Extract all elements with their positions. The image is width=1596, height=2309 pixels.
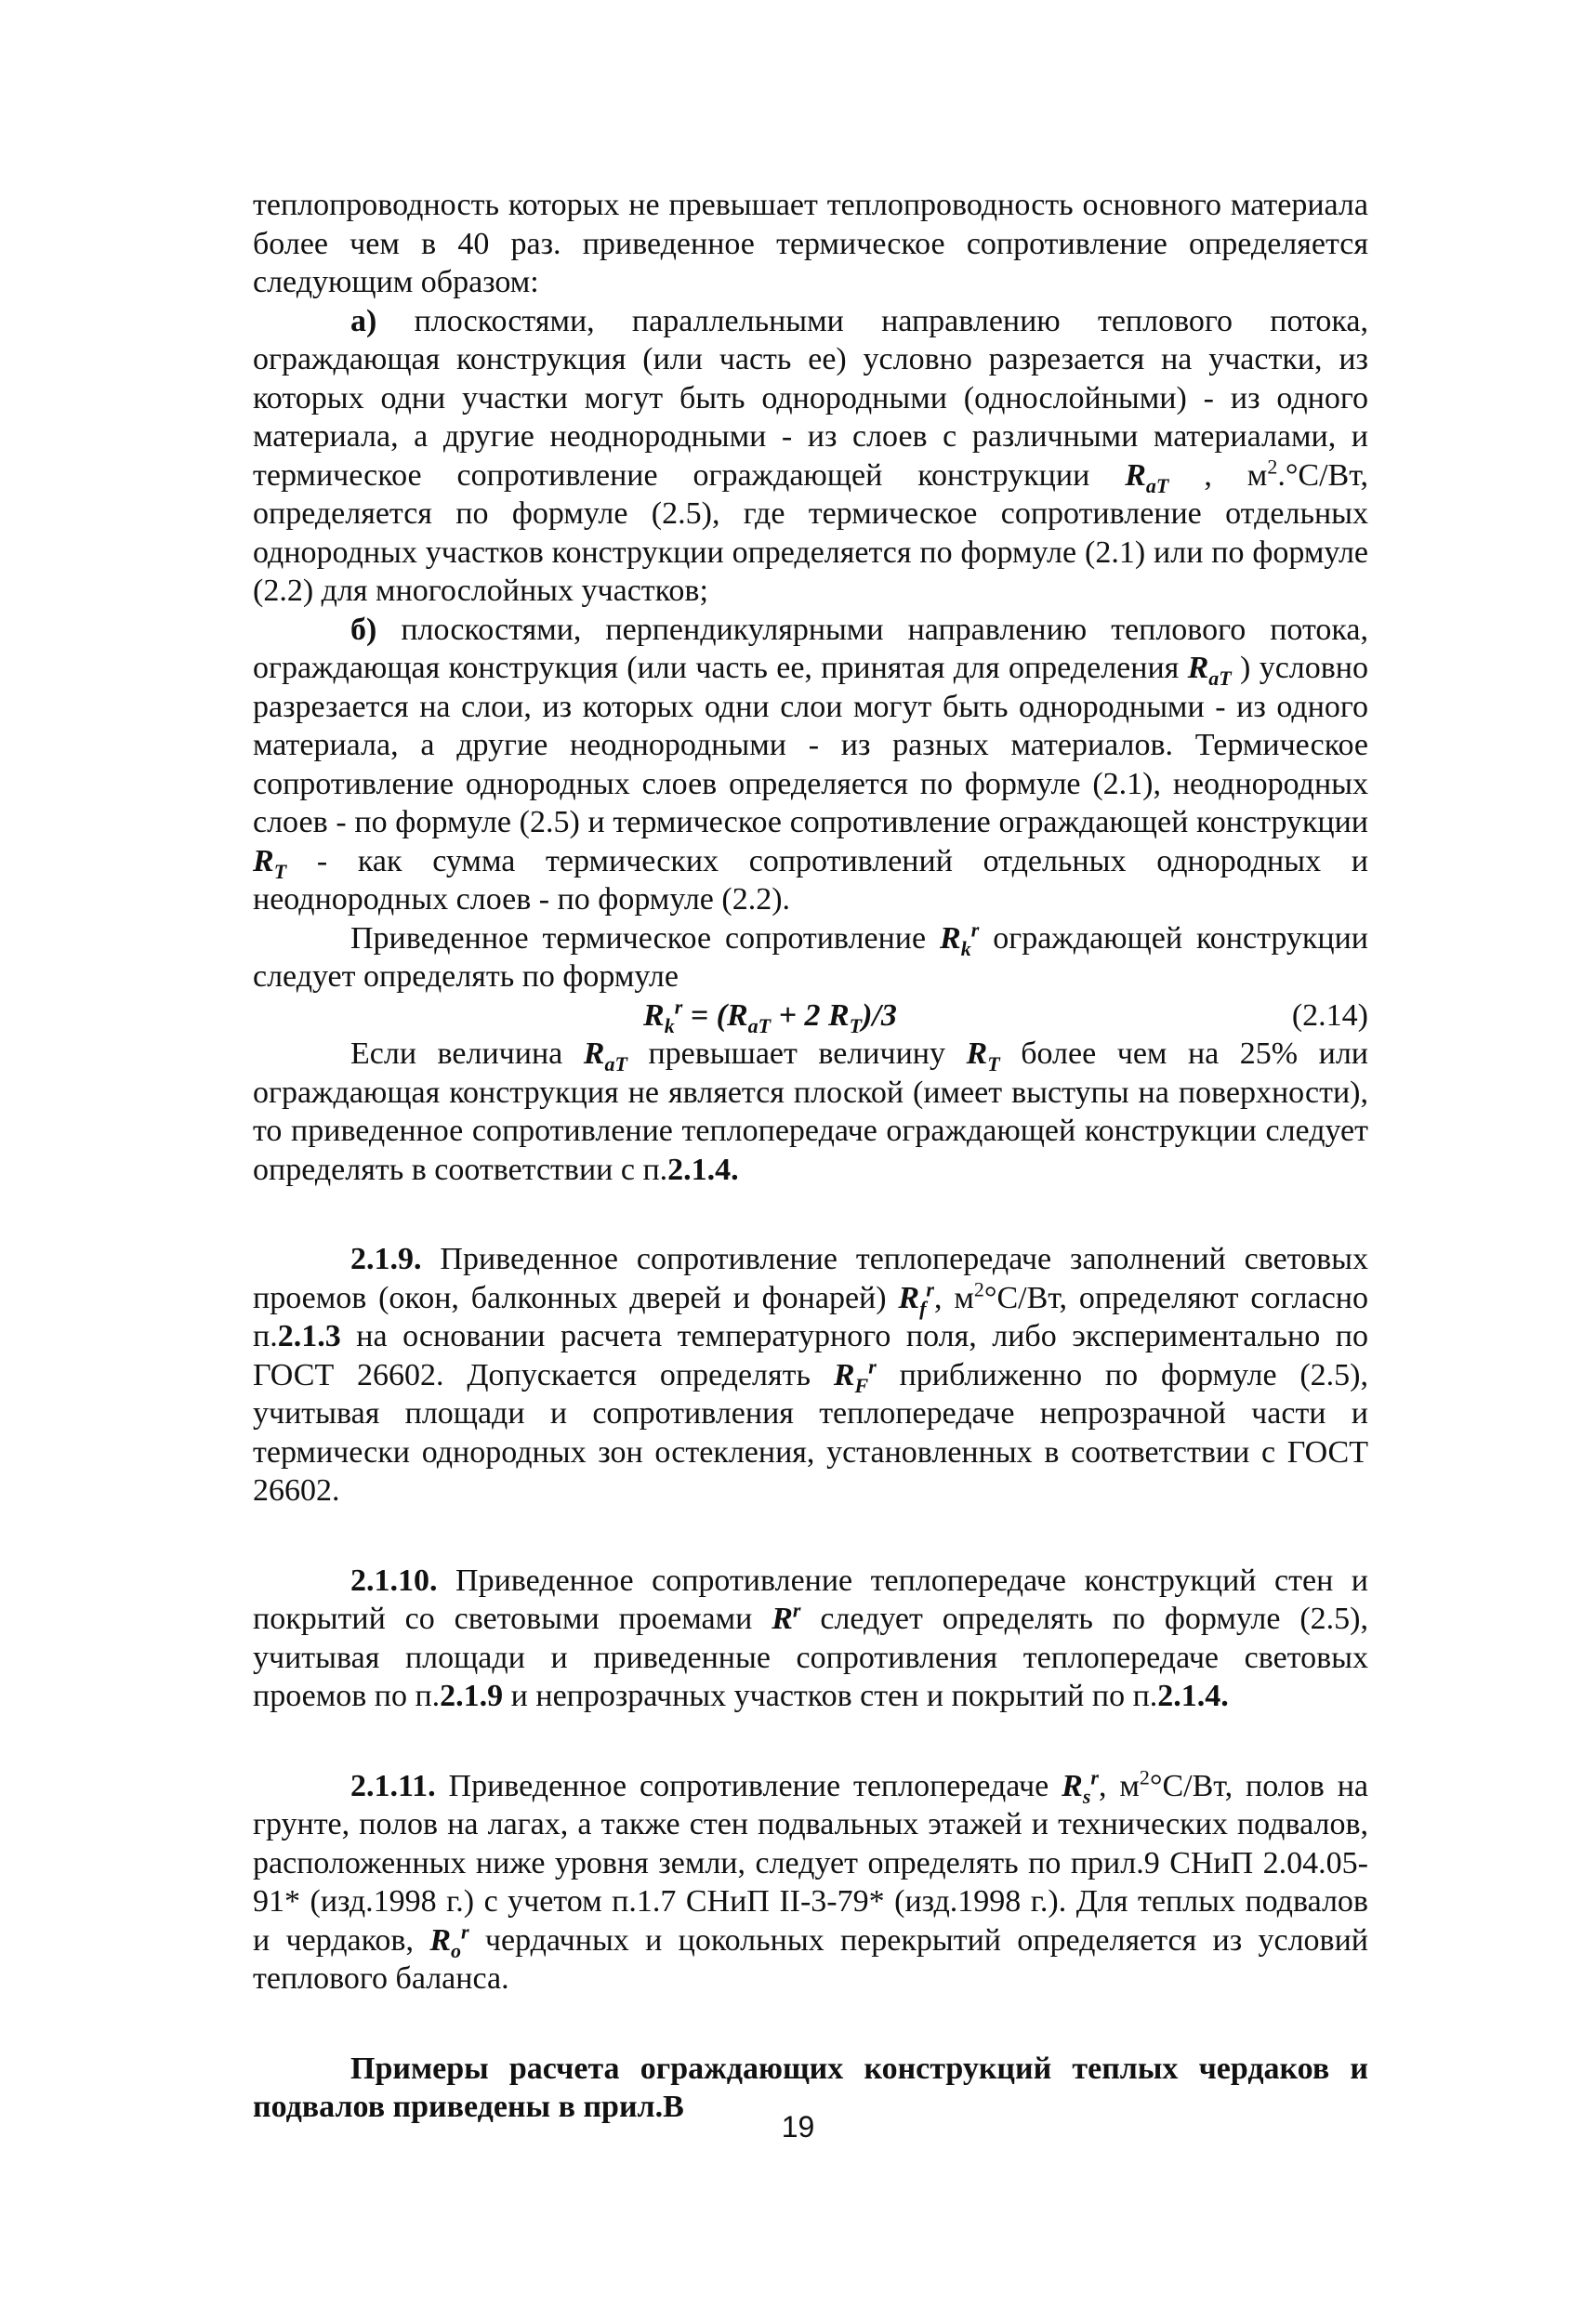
symbol-r-at: $R_{aT}$ (1187, 651, 1232, 690)
item-b-text-1: плоскостями, перпендикулярными направлению теплового потока, ограждающая конструкция (или часть ее, принятая для определения (253, 612, 1368, 685)
section-number: 2.1.11. (350, 1768, 436, 1803)
item-a-text-2: , м (1168, 457, 1268, 493)
paragraph-b (253, 611, 1368, 919)
section-ref: 2.1.4 (1157, 1679, 1221, 1713)
paragraph-condition: Если величина $R_{aT}$ превышает величину $R_T$ более чем на 25% или ограждающая конструкция не является плоской (имеет выступы на поверхности), то приведенное сопротивление теплопередаче ограждающей конструкции следует определять в соответствии с п.2.1.4. (253, 1036, 1368, 1187)
symbol-rf-upper: $R_F^r$ (833, 1354, 877, 1397)
item-a-text-3: .°С/Вт, определяется по формуле (2.5), где термическое сопротивление отдельных однородных участков конструкции определяется по формуле (2.1) или по формуле (2.2) для многослойных участков; (253, 457, 1369, 608)
page-content (253, 186, 1368, 2158)
paragraph-a (253, 302, 1368, 611)
page-number: 19 (781, 2110, 815, 2144)
paragraph-2-1-11: 2.1.11. Приведенное сопротивление теплопередаче $R_s^r$, $м^2^\circ С/Вт$, полов на грунте, полов на лагах, а также стен подвальных этажей и технических подвалов, расположенных ниже уровня земли, следует определять по прил.9 СНиП 2.04.05-91* (изд.1998 г.) с учетом п.1.7 СНиП II-3-79* (изд.1998 г.). Для теплых подвалов и чердаков, $R_o^r$ чердачных и цокольных перекрытий определяется из условий теплового баланса. (253, 1765, 1368, 1996)
paragraph-2-1-10: 2.1.10. Приведенное сопротивление теплопередаче конструкций стен и покрытий со световыми проемами $R^r$ следует определять по формуле (2.5), учитывая площади и приведенные сопротивления теплопередаче световых проемов по п.2.1.9 и непрозрачных участков стен и покрытий по п.2.1.4. (253, 1563, 1368, 1713)
formula-expression: $R_k^r = (R_{aT} + 2$ $R_T)/3$ (643, 995, 897, 1037)
symbol-r-t: $R_T$ (253, 843, 287, 883)
item-b-label: б) (350, 612, 377, 647)
section-ref: 2.1.3 (277, 1319, 341, 1353)
paragraph-intro (253, 186, 1368, 302)
symbol-r-r: $R^r$ (772, 1598, 801, 1636)
cond-text-2: превышает величину (627, 1036, 967, 1071)
symbol-rf: $R_f^r$ (898, 1277, 934, 1320)
rk-text-1: Приведенное термическое сопротивление (350, 920, 941, 956)
symbol-rs: $R_s^r$ (1062, 1765, 1099, 1808)
formula-2-14 (253, 996, 1368, 1036)
symbol-rk: $R_k^r$ (940, 917, 980, 960)
paragraph-rk (253, 919, 1368, 996)
equation-number: (2.14) (1291, 997, 1368, 1033)
symbol-r-t: $R_T$ (966, 1036, 1000, 1075)
paragraph-2-1-9: 2.1.9. Приведенное сопротивление теплопередаче заполнений световых проемов (окон, балконных дверей и фонарей) $R_f^r$, $м^2^\circ С/Вт$, определяют согласно п.2.1.3 на основании расчета температурного поля, либо экспериментально по ГОСТ 26602. Допускается определять $R_F^r$ приближенно по формуле (2.5), учитывая площади и сопротивления теплопередаче непрозрачной части и термически однородных зон остекления, установленных в соответствии с ГОСТ 26602. (253, 1242, 1369, 1508)
section-ref: 2.1.4 (667, 1152, 732, 1187)
cond-text-3: более чем на 25% или ограждающая конструкция не является плоской (имеет выступы на поверхности), то приведенное сопротивление теплопередаче ограждающей конструкции следует определять в соответствии с п. (253, 1036, 1368, 1187)
cond-text-1: Если величина (350, 1036, 584, 1071)
rk-text-2: ограждающей конструкции следует определять по формуле (253, 920, 1368, 994)
unit-superscript: 2 (1267, 455, 1278, 479)
section-number: 2.1.10. (350, 1563, 438, 1598)
symbol-ro: $R_o^r$ (429, 1920, 469, 1962)
section-ref: 2.1.9 (440, 1679, 504, 1713)
item-b-text-2: ) условно разрезается на слои, из которых одни слои могут быть однородными - из одного материала, а другие неоднородными - из разных материалов. Термическое сопротивление однородных слоев определяется по формуле (2.1), неоднородных слоев - по формуле (2.5) и термическое сопротивление ограждающей конструкции (253, 651, 1368, 839)
symbol-r-at: $R_{aT}$ (1125, 457, 1169, 497)
symbol-r-at: $R_{aT}$ (583, 1036, 627, 1075)
item-a-label: а) (350, 303, 377, 338)
item-b-text-3: - как сумма термических сопротивлений отдельных однородных и неоднородных слоев - по формуле (2.2). (253, 843, 1368, 917)
item-a-text-1: плоскостями, параллельными направлению теплового потока, ограждающая конструкция (или часть ее) условно разрезается на участки, из которых одни участки могут быть однородными (однослойными) - из одного материала, а другие неоднородными - из слоев с различными материалами, и термическое сопротивление ограждающей конструкции (253, 303, 1368, 493)
intro-text: теплопроводность которых не превышает теплопроводность основного материала более чем в 40 раз. приведенное термическое сопротивление определяется следующим образом: (253, 188, 1368, 299)
section-number: 2.1.9. (350, 1242, 422, 1276)
examples-heading: Примеры расчета ограждающих конструкций теплых чердаков и подвалов приведены в прил.В (253, 2051, 1368, 2124)
